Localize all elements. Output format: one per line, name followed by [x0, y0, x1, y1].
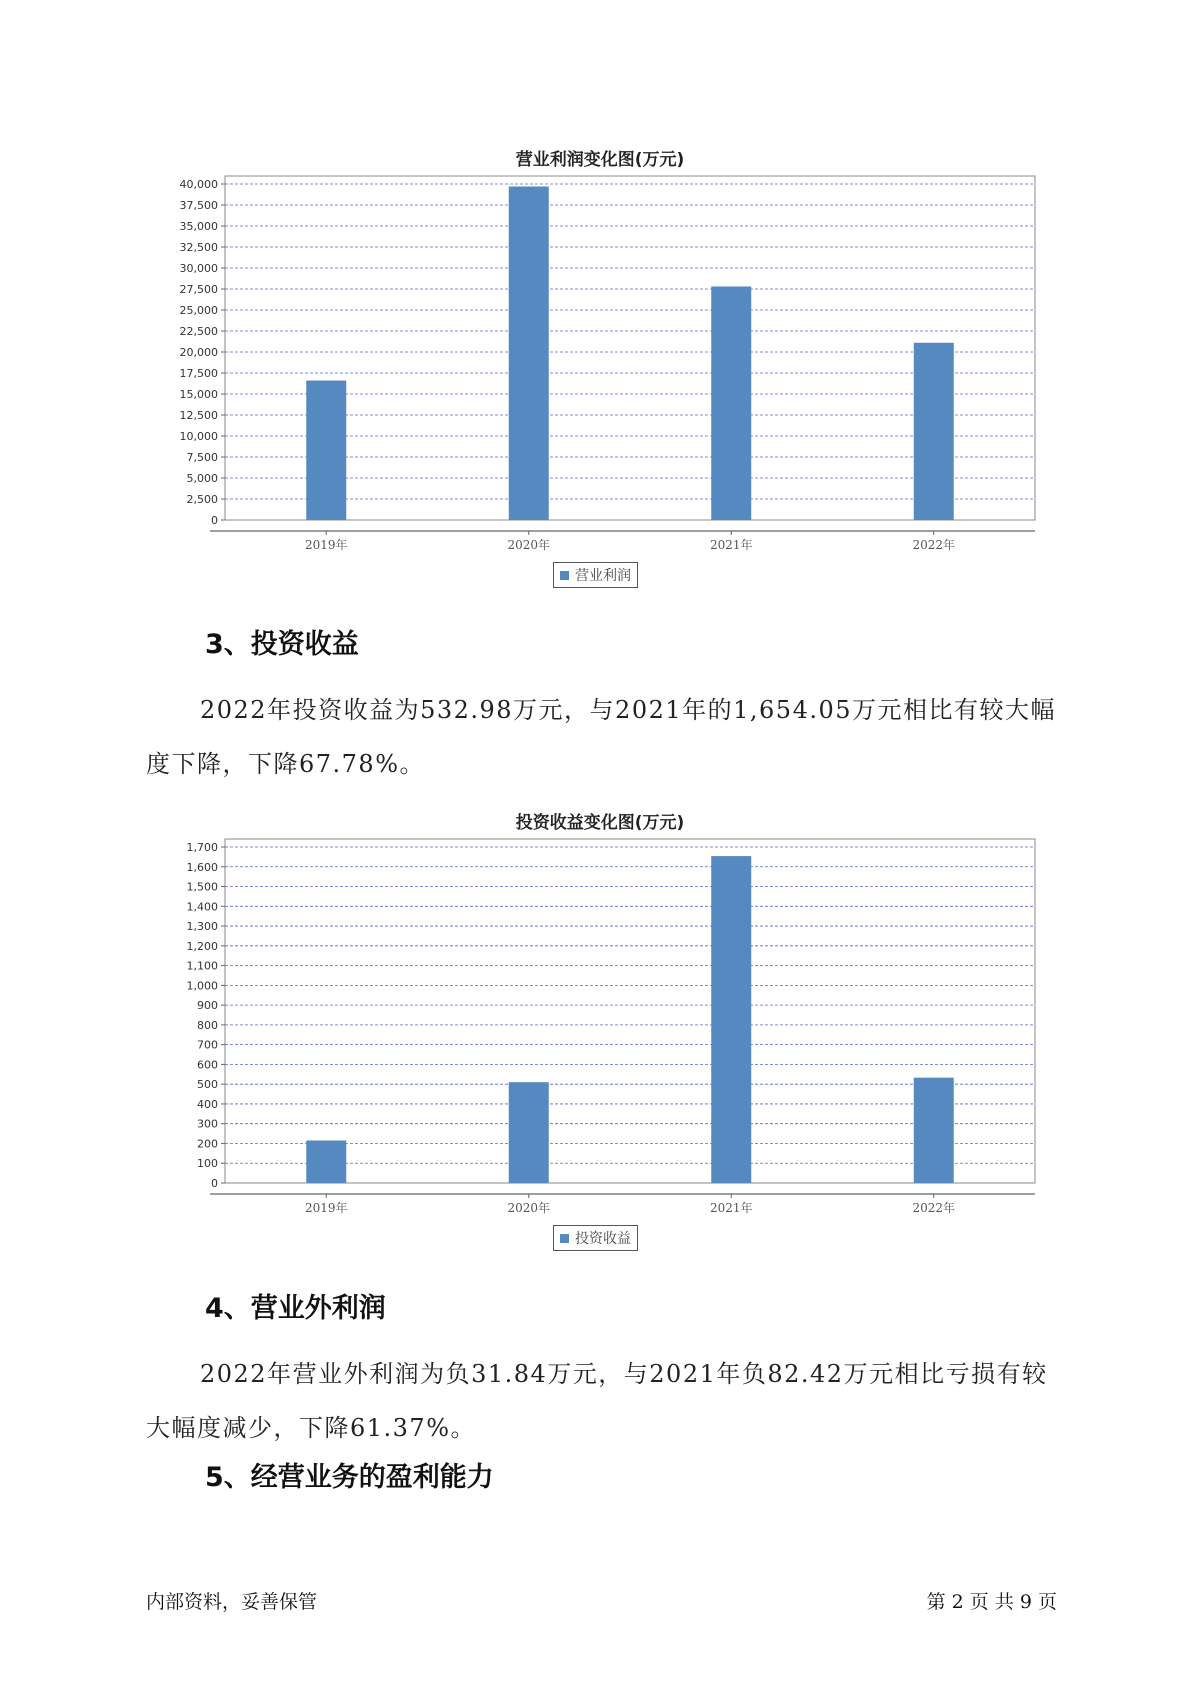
- y-tick-label: 900: [197, 999, 218, 1013]
- bar: [509, 1082, 549, 1183]
- y-tick-label: 2,500: [186, 493, 218, 506]
- y-tick-label: 500: [197, 1078, 218, 1092]
- x-tick-label: 2019年: [304, 1201, 348, 1215]
- bar: [711, 286, 751, 520]
- y-tick-label: 800: [197, 1018, 218, 1032]
- y-tick-label: 1,200: [186, 939, 218, 953]
- y-tick-label: 35,000: [179, 220, 218, 233]
- y-tick-label: 30,000: [179, 262, 218, 275]
- x-tick-label: 2021年: [709, 1201, 753, 1215]
- plot-area: [225, 176, 1035, 520]
- y-tick-label: 7,500: [186, 451, 218, 464]
- y-tick-label: 20,000: [179, 346, 218, 359]
- bar: [914, 1078, 954, 1183]
- operating-profit-chart: [160, 140, 1040, 585]
- y-tick-label: 1,100: [186, 959, 218, 973]
- investment-income-chart: [160, 803, 1040, 1248]
- x-tick-label: 2020年: [507, 1201, 551, 1215]
- footer-confidential-note: 内部资料，妥善保管: [146, 1591, 318, 1613]
- bar: [509, 187, 549, 520]
- x-tick-label: 2022年: [912, 538, 956, 552]
- legend-label: 营业利润: [575, 568, 631, 584]
- y-tick-label: 25,000: [179, 304, 218, 317]
- y-tick-label: 12,500: [179, 409, 218, 422]
- y-tick-label: 1,400: [186, 900, 218, 914]
- y-tick-label: 22,500: [179, 325, 218, 338]
- x-tick-label: 2020年: [507, 538, 551, 552]
- section-heading-investment-income: 3、投资收益: [205, 629, 359, 660]
- chart-title: 投资收益变化图(万元): [515, 813, 685, 833]
- y-tick-label: 0: [211, 1177, 218, 1190]
- footer-page-number: 第 2 页 共 9 页: [926, 1591, 1057, 1613]
- bar: [914, 343, 954, 520]
- plot-area: [225, 839, 1035, 1183]
- x-tick-label: 2021年: [709, 538, 753, 552]
- section-heading-business-profitability: 5、经营业务的盈利能力: [205, 1462, 494, 1493]
- y-tick-label: 37,500: [179, 199, 218, 212]
- legend-label: 投资收益: [575, 1231, 631, 1247]
- section-paragraph-investment-income: 2022年投资收益为532.98万元，与2021年的1,654.05万元相比有较大幅度下降，下降67.78%。: [146, 696, 1057, 778]
- y-tick-label: 700: [197, 1038, 218, 1052]
- chart-title: 营业利润变化图(万元): [515, 150, 685, 170]
- chart-plot: [160, 833, 1040, 1233]
- y-tick-label: 10,000: [179, 430, 218, 443]
- y-tick-label: 27,500: [179, 283, 218, 296]
- section-paragraph-non-operating-profit: 2022年营业外利润为负31.84万元，与2021年负82.42万元相比亏损有较大幅度减少，下降61.37%。: [146, 1360, 1048, 1442]
- y-tick-label: 1,500: [186, 880, 218, 894]
- y-tick-label: 0: [211, 514, 218, 527]
- y-tick-label: 5,000: [186, 472, 218, 485]
- y-tick-label: 32,500: [179, 241, 218, 254]
- y-tick-label: 40,000: [179, 178, 218, 191]
- y-tick-label: 300: [197, 1117, 218, 1131]
- y-tick-label: 1,300: [186, 920, 218, 934]
- chart-legend: [553, 562, 638, 588]
- bar: [306, 1141, 346, 1183]
- y-tick-label: 1,600: [186, 860, 218, 874]
- y-tick-label: 600: [197, 1058, 218, 1072]
- y-tick-label: 100: [197, 1157, 218, 1171]
- bar: [306, 381, 346, 520]
- x-tick-label: 2022年: [912, 1201, 956, 1215]
- bar: [711, 856, 751, 1183]
- chart-plot: [160, 170, 1040, 570]
- y-tick-label: 15,000: [179, 388, 218, 401]
- legend-swatch: [560, 571, 569, 580]
- y-tick-label: 1,700: [186, 841, 218, 854]
- y-tick-label: 17,500: [179, 367, 218, 380]
- section-heading-non-operating-profit: 4、营业外利润: [205, 1293, 386, 1324]
- y-tick-label: 1,000: [186, 979, 218, 993]
- y-tick-label: 400: [197, 1097, 218, 1111]
- x-tick-label: 2019年: [304, 538, 348, 552]
- chart-legend: [553, 1225, 638, 1251]
- y-tick-label: 200: [197, 1137, 218, 1151]
- legend-swatch: [560, 1234, 569, 1243]
